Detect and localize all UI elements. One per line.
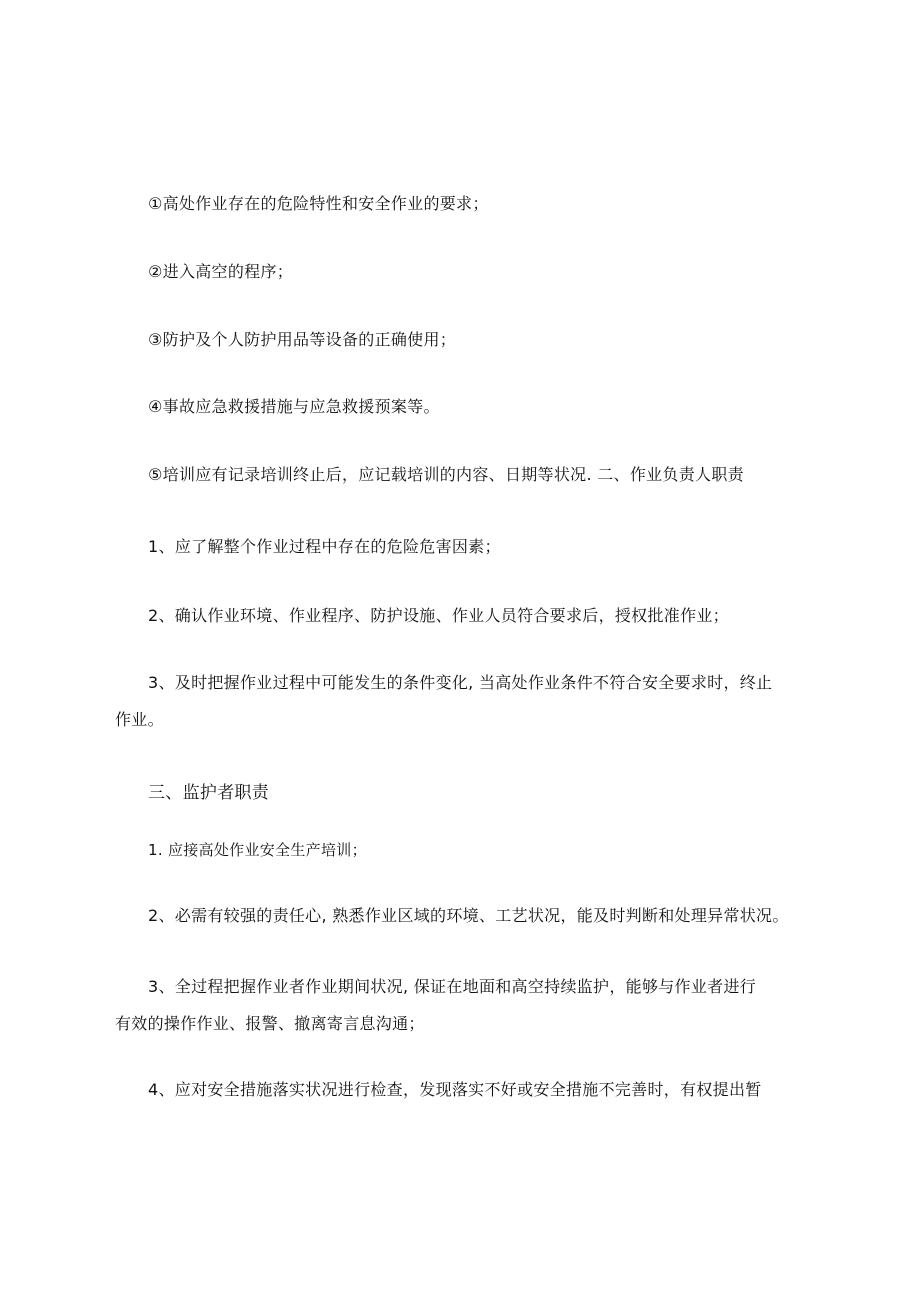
supervisor-duty-2: 2、确认作业环境、作业程序、防护设施、作业人员符合要求后，授权批准作业； <box>148 606 729 625</box>
monitor-duty-2: 2、必需有较强的责任心, 熟悉作业区域的环境、工艺状况，能及时判断和处理异常状况。 <box>148 906 789 925</box>
supervisor-duty-1: 1、应了解整个作业过程中存在的危险危害因素； <box>148 537 501 556</box>
monitor-duty-1: 1. 应接高处作业安全生产培训； <box>148 841 367 859</box>
training-item-4: ④事故应急救援措施与应急救援预案等。 <box>148 397 440 416</box>
training-item-2: ②进入高空的程序； <box>148 262 294 281</box>
monitor-duty-3-line-2: 有效的操作作业、报警、撤离寄言息沟通； <box>115 1014 425 1033</box>
training-item-1: ①高处作业存在的危险特性和安全作业的要求； <box>148 194 489 213</box>
supervisor-duty-3-line-2: 作业。 <box>115 710 164 729</box>
training-item-3: ③防护及个人防护用品等设备的正确使用； <box>148 330 457 349</box>
section-heading-monitor: 三、监护者职责 <box>148 783 270 803</box>
training-item-5: ⑤培训应有记录培训终止后，应记载培训的内容、日期等状况. 二、作业负责人职责 <box>148 465 744 484</box>
monitor-duty-3-line-1: 3、全过程把握作业者作业期间状况, 保证在地面和高空持续监护，能够与作业者进行 <box>148 977 757 996</box>
monitor-duty-4: 4、应对安全措施落实状况进行检查，发现落实不好或安全措施不完善时，有权提出暂 <box>148 1080 762 1099</box>
supervisor-duty-3-line-1: 3、及时把握作业过程中可能发生的条件变化, 当高处作业条件不符合安全要求时，终止 <box>148 673 773 692</box>
